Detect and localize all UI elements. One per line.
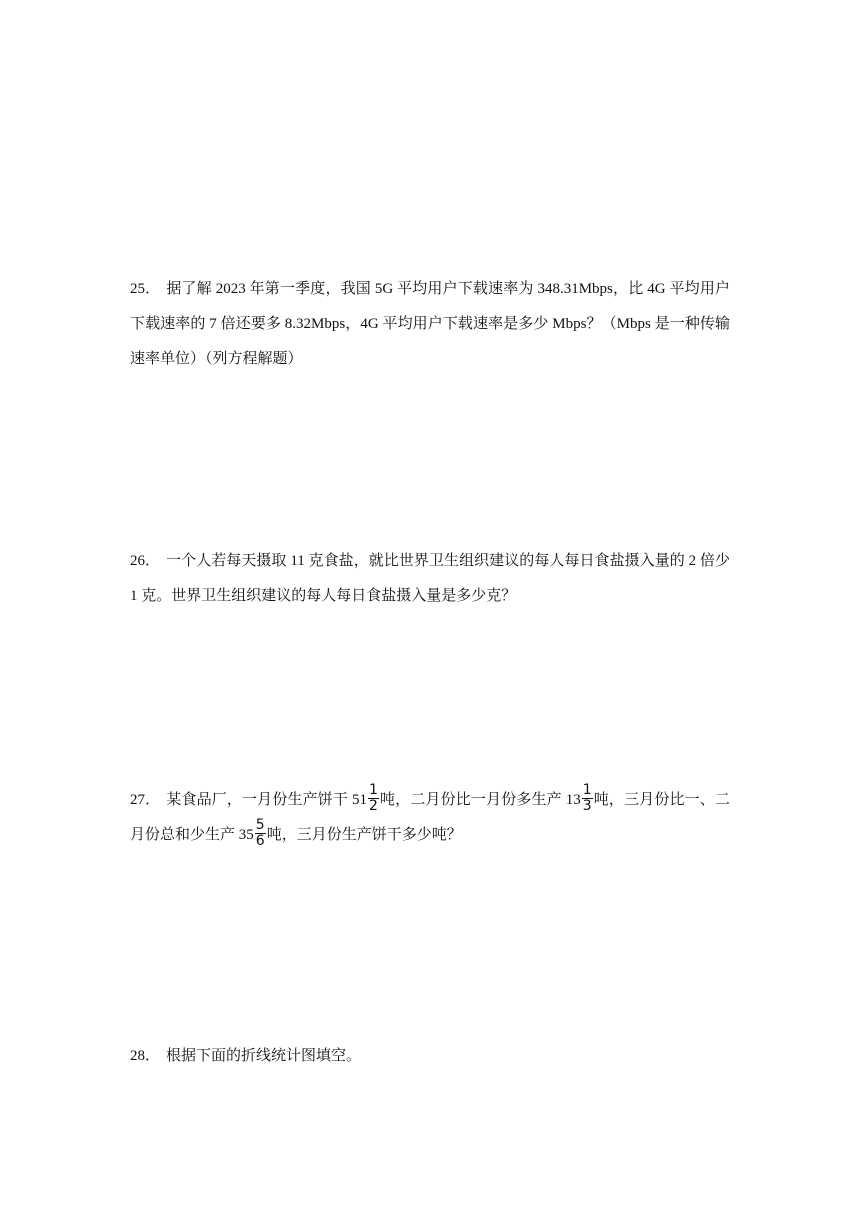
question-text-part: 吨，二月份比一月份多生产 13	[379, 792, 581, 808]
question-number: 28．	[130, 1048, 161, 1064]
fraction-numerator: 5	[255, 817, 265, 834]
question-text-part: 某食品厂，一月份生产饼干 51	[166, 792, 367, 808]
question-text-part: 吨，三月份比一、二月份总和少生产 35	[130, 792, 730, 843]
fraction-numerator: 1	[582, 782, 592, 799]
question-28	[130, 1039, 730, 1074]
fraction-one-half	[368, 783, 379, 814]
fraction-numerator: 1	[368, 782, 378, 799]
question-25	[130, 272, 730, 377]
question-text: 一个人若每天摄取 11 克食盐，就比世界卫生组织建议的每人每日食盐摄入量的 2 倍少 1 克。世界卫生组织建议的每人每日食盐摄入量是多少克？	[130, 553, 730, 604]
question-number: 25．	[130, 281, 161, 297]
fraction-denominator: 2	[368, 798, 378, 815]
question-text: 根据下面的折线统计图填空。	[166, 1048, 362, 1064]
question-number: 26．	[130, 553, 161, 569]
fraction-denominator: 6	[255, 833, 265, 850]
question-number: 27．	[130, 792, 161, 808]
fraction-one-third	[582, 783, 593, 814]
question-27	[130, 783, 730, 853]
question-26	[130, 544, 730, 614]
fraction-denominator: 3	[582, 798, 592, 815]
fraction-five-sixths	[255, 818, 266, 849]
question-text-part: 吨，三月份生产饼干多少吨？	[266, 827, 462, 843]
question-text: 据了解 2023 年第一季度，我国 5G 平均用户下载速率为 348.31Mbps，比 4G 平均用户下载速率的 7 倍还要多 8.32Mbps，4G 平均用户下载速率是多少 Mbps？（Mbps 是一种传输速率单位）（列方程解题）	[130, 281, 730, 367]
